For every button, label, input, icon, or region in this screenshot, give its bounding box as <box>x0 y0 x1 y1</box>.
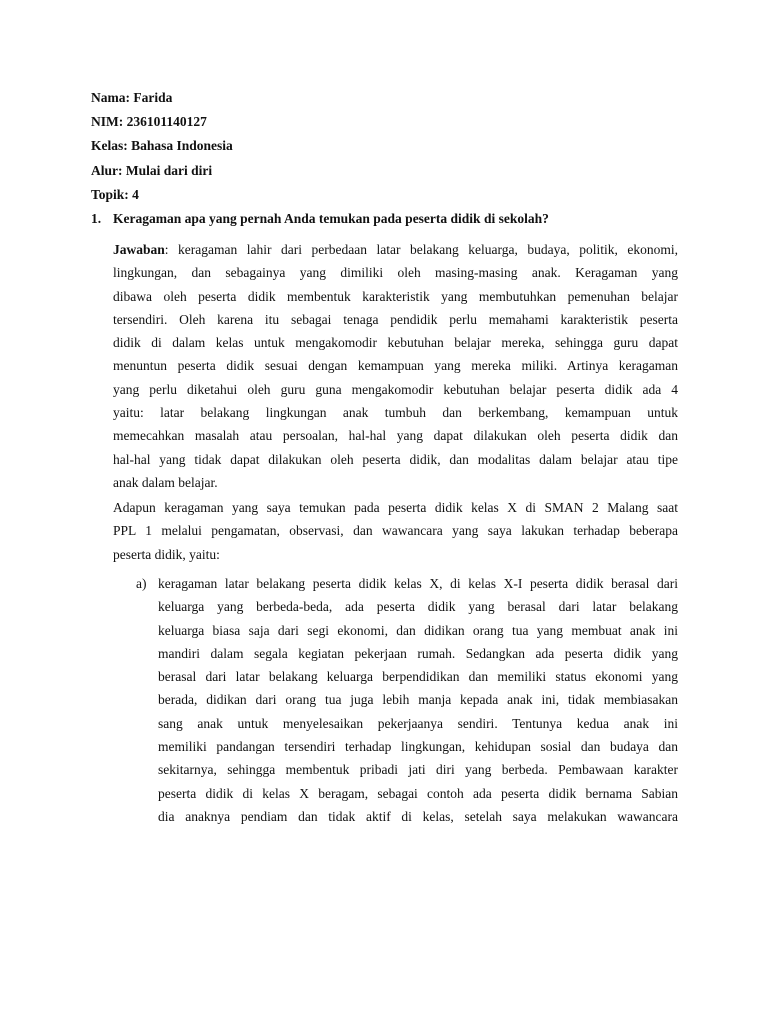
intro-line: Adapun keragaman yang saya temukan pada peserta didik kelas X di SMAN 2 Malang saat <box>113 500 678 515</box>
item-line: keluarga yang berbeda-beda, ada peserta didik yang berasal dari latar belakang <box>158 599 678 615</box>
answer-label: Jawaban <box>113 242 165 257</box>
student-nim: NIM: 236101140127 <box>91 114 207 129</box>
student-name: Nama: Farida <box>91 90 173 105</box>
answer-line <box>113 238 678 261</box>
question-text: Keragaman apa yang pernah Anda temukan pada peserta didik di sekolah? <box>113 211 549 226</box>
answer-line: yang perlu diketahui oleh guru guna mengakomodir kebutuhan belajar peserta didik ada 4 <box>113 381 678 397</box>
item-line: memiliki pandangan tersendiri terhadap lingkungan, kehidupan sosial dan budaya dan <box>158 739 678 755</box>
answer-line: memecahkan masalah atau persoalan, hal-hal yang dapat dilakukan oleh peserta didik dan <box>113 428 678 444</box>
intro-paragraph <box>113 496 678 566</box>
answer-line: didik di dalam kelas untuk mengakomodir kebutuhan belajar mereka, sehingga guru dapat <box>113 335 678 351</box>
flow-name: Alur: Mulai dari diri <box>91 163 213 178</box>
answer-line: menuntun peserta didik sesuai dengan kemampuan yang mereka miliki. Artinya keragaman <box>113 358 678 374</box>
answer-line: anak dalam belajar. <box>113 474 218 490</box>
list-marker-a: a) <box>136 576 147 591</box>
item-line: keluarga biasa saja dari segi ekonomi, dan didikan orang tua yang membuat anak ini <box>158 622 678 638</box>
answer-line-text: : keragaman lahir dari perbedaan latar belakang keluarga, budaya, politik, ekonomi, <box>164 242 678 257</box>
intro-line: peserta didik, yaitu: <box>113 546 220 562</box>
answer-line: tersendiri. Oleh karena itu sebagai tenaga pendidik perlu memahami karakteristik peserta <box>113 311 678 327</box>
item-line: peserta didik di kelas X beragam, sebagai contoh ada peserta didik bernama Sabian <box>158 785 678 801</box>
answer-line: hal-hal yang tidak dapat dilakukan oleh peserta didik, dan modalitas dalam belajar atau tipe <box>113 451 678 467</box>
topic-number: Topik: 4 <box>91 187 139 202</box>
list-item-a <box>158 572 678 828</box>
item-line: berasal dari latar belakang keluarga berpendidikan dan memiliki status ekonomi yang <box>158 669 678 685</box>
intro-line: PPL 1 melalui pengamatan, observasi, dan wawancara yang saya lakukan terhadap beberapa <box>113 523 678 539</box>
answer-paragraph <box>113 238 678 494</box>
item-line: mandiri dalam segala kegiatan pekerjaan rumah. Sedangkan ada peserta didik yang <box>158 645 678 661</box>
answer-line: dibawa oleh peserta didik membentuk karakteristik yang membutuhkan pemenuhan belajar <box>113 288 678 304</box>
item-line: sang anak untuk menyelesaikan pekerjaanya sendiri. Tentunya kedua anak ini <box>158 715 678 731</box>
answer-line: yaitu: latar belakang lingkungan anak tumbuh dan berkembang, kemampuan untuk <box>113 405 678 421</box>
item-line: sekitarnya, sehingga membentuk pribadi jati diri yang berbeda. Pembawaan karakter <box>158 762 678 778</box>
question-number: 1. <box>91 211 102 226</box>
item-line: keragaman latar belakang peserta didik kelas X, di kelas X-I peserta didik berasal dari <box>158 576 678 591</box>
answer-line: lingkungan, dan sebagainya yang dimiliki oleh masing-masing anak. Keragaman yang <box>113 265 678 281</box>
item-line: dia anaknya pendiam dan tidak aktif di kelas, setelah saya melakukan wawancara <box>158 808 678 824</box>
item-line: berada, didikan dari orang tua juga lebih manja kepada anak ini, tidak membiasakan <box>158 692 678 708</box>
class-name: Kelas: Bahasa Indonesia <box>91 138 233 153</box>
